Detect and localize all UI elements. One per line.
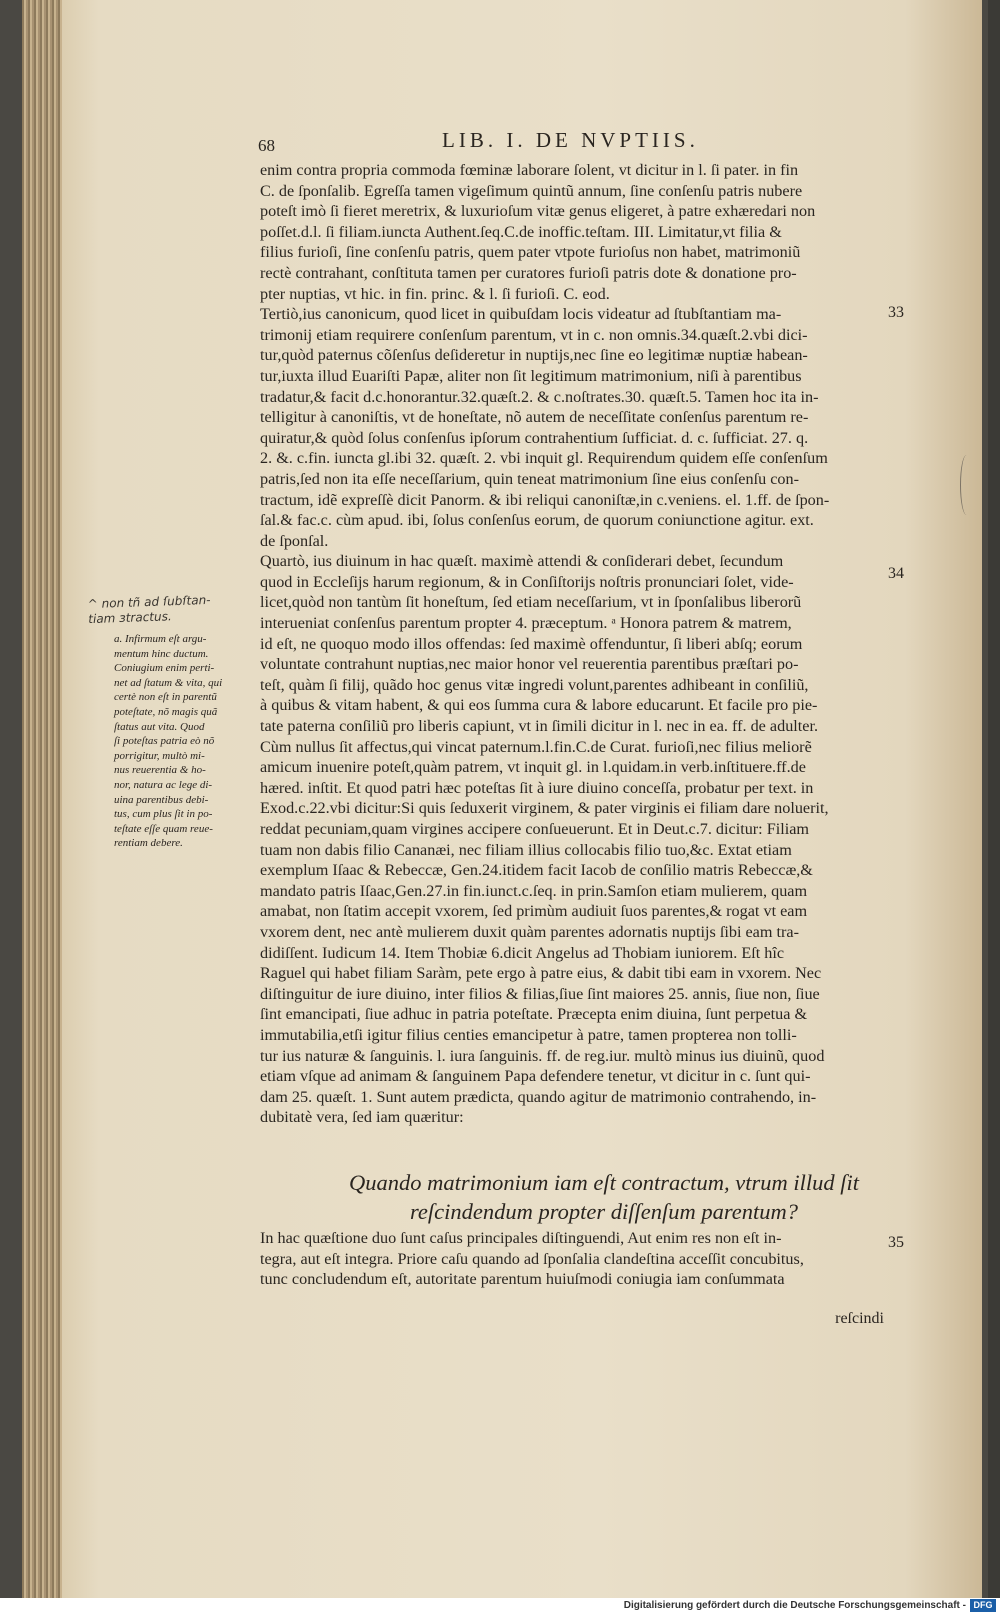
- marginal-note-line: poteſtate, nõ magis quã: [114, 705, 218, 718]
- text-line: poſſet.d.l. ſi filiam.iuncta Authent.ſeq.C.de inoffic.teſtam. III. Limitatur,vt filia &: [260, 222, 782, 241]
- text-line: vxorem dent, nec antè mulierem duxit quàm parentes adornatis nuptijs ſibi eam tra-: [260, 922, 799, 941]
- text-line: didiſſent. Iudicum 14. Item Thobiæ 6.dicit Angelus ad Thobiam iuniorem. Eſt hîc: [260, 943, 785, 962]
- page-number: 68: [258, 136, 275, 155]
- text-line: Exod.c.22.vbi dicitur:Si quis ſeduxerit virginem, & pater virginis ei filiam dare noluerit,: [260, 799, 829, 818]
- marginal-note-line: Coniugium enim perti-: [114, 662, 215, 675]
- text-line: Quartò, ius diuinum in hac quæſt. maximè attendi & conſiderari debet, ſecundum: [260, 552, 784, 571]
- text-line: C. de ſponſalib. Egreſſa tamen vigeſimum quintũ annum, ſine conſenſu patris nubere: [260, 181, 803, 200]
- scan-edge-ruler: [988, 0, 1000, 1598]
- pencil-mark: [960, 455, 973, 515]
- text-line: teſt, quàm ſi filij, quãdo hoc genus vitæ ingredi volunt,parentes adhibeant in conſiliũ,: [260, 675, 809, 694]
- margin-number: 33: [888, 304, 904, 321]
- text-line: id eſt, ne quoquo modo illos offendas: ſed maximè offenduntur, ſi liberi abſq; eorum: [260, 634, 803, 653]
- text-line: enim contra propria commoda fœminæ laborare ſolent, vt dicitur in l. ſi pater. in fin: [260, 161, 799, 179]
- handwritten-line: ^ non tñ ad ſubſtan-: [87, 592, 211, 612]
- text-line: patris,ſed non ita eſſe neceſſarium, quin teneat matrimonium ſine eius conſenſu con-: [260, 469, 799, 488]
- text-line: dubitatè vera, ſed iam quæritur:: [260, 1108, 464, 1127]
- text-line: à quibus & vitam habent, & qui eos ſumma cura & labore educarunt. Et facile pro pie-: [260, 696, 818, 715]
- text-line: telligitur à canoniſtis, vt de honeſtate, nõ autem de neceſſitate conſenſus parentum re-: [260, 408, 809, 427]
- text-line: filius furioſi, ſine conſenſu patris, quem pater vtpote furioſus non habet, matrimoniũ: [260, 243, 801, 262]
- page-stack-edge: [22, 0, 62, 1598]
- text-line: diſtinguitur de iure diuino, inter filios & filias,ſiue ſint maiores 25. annis, ſiue non, ſiue: [260, 984, 820, 1003]
- marginal-note-line: nus reuerentia & ho-: [114, 764, 206, 777]
- marginal-note-line: porrigitur, multò mi-: [114, 749, 205, 762]
- marginal-note-line: ſtatus aut vita. Quod: [114, 720, 205, 733]
- text-line: etiam vſque ad animam & ſanguinem Papa defendere tenetur, vt dicitur in c. ſunt qui-: [260, 1067, 811, 1086]
- marginal-note-line: ſi poteſtas patria eò nõ: [114, 735, 215, 748]
- text-line: tate paterna conſiliũ pro liberis capiunt, vt in ſimili dicitur in l. nec in ea. ff. de adulter.: [260, 717, 819, 736]
- marginal-note-line: mentum hinc ductum.: [114, 647, 209, 660]
- text-line: amabat, non ſtatim accepit vxorem, ſed primùm audiuit ſuos parentes,& rogat vt eam: [260, 902, 808, 921]
- book-page: [22, 0, 982, 1598]
- handwritten-annotation: [88, 593, 212, 627]
- text-line: reddat pecuniam,quam virgines accipere conſueuerunt. Et in Deut.c.7. dicitur: Filiam: [260, 820, 809, 838]
- text-line: tur,iuxta illud Euariſti Papæ, aliter non ſit legitimum matrimonium, niſi à parentibus: [260, 366, 802, 385]
- text-line: dam 25. quæſt. 1. Sunt autem prædicta, quando agitur de matrimonio contrahendo, in-: [260, 1087, 817, 1106]
- text-line: de ſponſal.: [260, 531, 329, 550]
- marginal-note-line: teſtate eſſe quam reue-: [114, 822, 213, 835]
- text-line: immutabilia,etſi igitur filius centies emancipetur à patre, tamen propterea non tolli-: [260, 1025, 797, 1044]
- text-line: 2. &. c.fin. iuncta gl.ibi 32. quæſt. 2. vbi inquit gl. Requirendum quidem eſſe conſenſum: [260, 449, 828, 468]
- marginal-note-line: net ad ſtatum & vita, qui: [114, 676, 223, 689]
- text-line: ſal.& fac.c. cùm apud. ibi, ſolus conſenſus eorum, de quorum coniunctione agitur. ext.: [260, 511, 814, 530]
- question-heading-line: Quando matrimonium iam eſt contractum, vtrum illud ſit: [349, 1170, 859, 1195]
- marginal-note: [114, 632, 254, 851]
- marginal-note-line: rentiam debere.: [114, 837, 183, 850]
- text-line: quod in Eccleſijs harum regionum, & in Conſiſtorijs noſtris pronunciari ſolet, vide-: [260, 572, 794, 591]
- text-line: tegra, aut eſt integra. Priore caſu quando ad ſponſalia clandeſtina acceſſit concubitus,: [260, 1249, 804, 1268]
- text-line: ſint emancipati, ſiue adhuc in patria poteſtate. Præcepta enim diuina, ſunt perpetua &: [260, 1005, 808, 1024]
- main-text: [260, 160, 920, 1128]
- marginal-note-line: a. Infirmum eſt argu-: [114, 633, 207, 645]
- text-line: rectè contrahant, conſtituta tamen per curatores furioſi patris dote & donatione pro-: [260, 263, 797, 282]
- text-line: exemplum Iſaac & Rebeccæ, Gen.24.itidem facit Iacob de conſilio matris Rebeccæ,&: [260, 861, 813, 880]
- digitization-credit: Digitalisierung gefördert durch die Deutsche Forschungsgemeinschaft -: [623, 1600, 966, 1611]
- question-heading-line: reſcindendum propter diſſenſum parentum?: [409, 1199, 799, 1224]
- text-line: trimonij etiam requirere conſenſum parentum, vt in c. non omnis.34.quæſt.2.vbi dici-: [260, 325, 808, 344]
- text-line: amicum inuenire poteſt,quàm patrem, vt inquit gl. in l.quidam.in verb.inſtituere.ff.de: [260, 758, 806, 777]
- marginal-note-line: uina parentibus debi-: [114, 793, 209, 806]
- text-line: Raguel qui habet filiam Saràm, pete ergo à patre eius, & dabit tibi eam in vxorem. Nec: [260, 964, 822, 983]
- text-line: quiratur,& quòd ſolus conſenſus ipſorum contrahentium ſufficiat. d. c. ſufficiat. 27. q.: [260, 428, 809, 447]
- running-head: LIB. I. DE NVPTIIS.: [442, 128, 699, 152]
- text-line: mandato patris Iſaac,Gen.27.in fin.iunct.c.ſeq. in prin.Samſon etiam mulierem, quam: [260, 881, 808, 900]
- margin-number: 35: [888, 1234, 904, 1251]
- text-line: Cùm nullus ſit affectus,qui vincat paternum.l.fin.C.de Curat. furioſi,nec filius meliorẽ: [260, 737, 812, 756]
- main-text-continued: [260, 1228, 920, 1290]
- text-line: hæred. inſtit. Et quod patri hæc poteſtas ſit à iure diuino conceſſa, probatur per text. in: [260, 778, 814, 797]
- catchword: reſcindi: [835, 1310, 884, 1327]
- text-line: tuam non dabis filio Cananæi, nec filiam illius collocabis filio tuo,&c. Extat etiam: [260, 840, 792, 859]
- text-line: tradatur,& facit d.c.honorantur.32.quæſt.2. & c.noſtrates.30. quæſt.5. Tamen hoc ita in-: [260, 387, 819, 406]
- dfg-logo: DFG: [970, 1599, 996, 1612]
- text-line: tunc concludendum eſt, autoritate parentum huiuſmodi coniugia iam conſummata: [260, 1270, 785, 1289]
- text-line: tur,quòd paternus cõſenſus deſideretur in nuptijs,nec ſine eo legitimæ nuptiæ habean-: [260, 346, 808, 365]
- marginal-note-line: tus, cum plus ſit in po-: [114, 808, 213, 821]
- text-line: tractum, idẽ expreſſè dicit Panorm. & ibi reliqui canoniſtæ,in c.veniens. el. 1.ff. de ſpon-: [260, 490, 830, 509]
- text-line: tur ius naturæ & ſanguinis. l. iura ſanguinis. ff. de reg.iur. multò minus ius diuinũ, quod: [260, 1046, 825, 1065]
- text-line: Tertiò,ius canonicum, quod licet in quibuſdam locis videatur ad ſtubſtantiam ma-: [260, 305, 782, 324]
- marginal-note-line: nor, natura ac lege di-: [114, 778, 213, 791]
- text-line: In hac quæſtione duo ſunt caſus principales diſtinguendi, Aut enim res non eſt in-: [260, 1229, 782, 1247]
- text-line: poteſt imò ſi fieret meretrix, & luxurioſum vitæ genus eligeret, à patre exhæredari non: [260, 202, 816, 221]
- text-line: interueniat conſenſus parentum propter 4. præceptum. ᵃ Honora patrem & matrem,: [260, 614, 792, 633]
- marginal-note-line: certè non eſt in parentũ: [114, 691, 217, 704]
- question-heading: [284, 1168, 924, 1226]
- margin-number: 34: [888, 565, 904, 582]
- text-line: pter nuptias, vt hic. in fin. princ. & l. ſi furioſi. C. eod.: [260, 284, 610, 303]
- handwritten-line: tiam ɜtractus.: [88, 609, 172, 627]
- text-line: licet,quòd non tantùm ſit honeſtum, ſed etiam neceſſarium, vt in ſponſalibus liberorũ: [260, 593, 802, 612]
- text-line: voluntate contrahunt nuptias,nec maior honor vel reuerentia parentibus præſtari po-: [260, 655, 799, 674]
